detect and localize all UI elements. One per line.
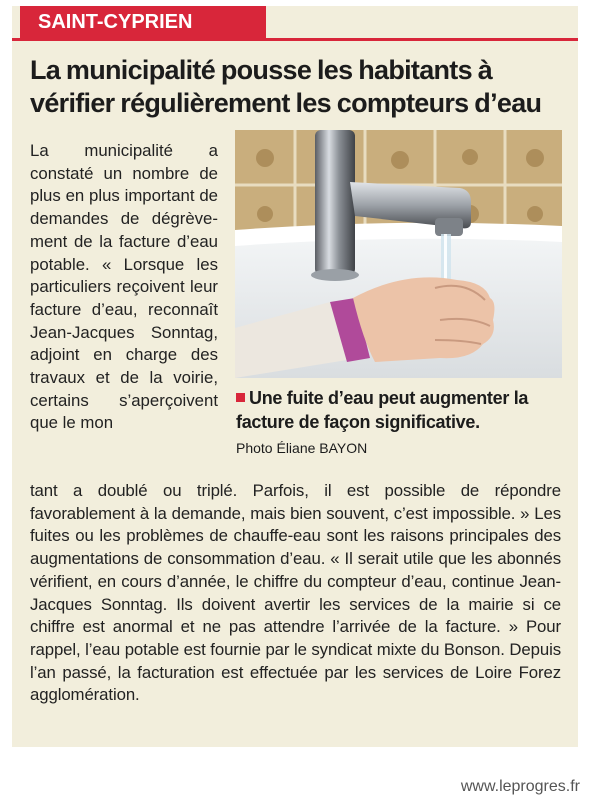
source-url: www.leprogres.fr — [460, 778, 580, 795]
photo-caption-text: Une fuite d’eau peut augmenter la facture de façon significative. — [236, 388, 529, 432]
photo-caption — [236, 386, 566, 434]
headline: La municipalité pousse les habitants à vérifier régulièrement les compteurs d’eau — [30, 55, 542, 118]
faucet-hand-illustration — [235, 130, 562, 378]
body-text-column: La municipalité a constaté un nombre de plus en plus important de demandes de dégrèvement de la facture d’eau potable. « Lorsque les particuliers reçoivent leur facture d’eau, reconnaît Jean-Jacques Sonntag, adjoint en charge des travaux et de la voirie, certains s’aperçoivent que le mon — [30, 141, 218, 433]
body-text-continued: tant a doublé ou triplé. Parfois, il est possible de répondre favorablement à la demande, mais bien souvent, c’est impossible. » Les fuites ou les problèmes de chauffe-eau sont les raisons principales des augmentations de consommation d’eau. « Il serait utile que les abonnés vérifient, en cours d’année, le chiffre du compteur d’eau, continue Jean-Jacques Sonntag. Ils doivent avertir les services de la mairie si ce chiffre est anormal et ne pas attendre l’arrivée de la facture. » Pour rappel, l’eau potable est fournie par le syndicat mixte du Bonson. Depuis l’an passé, la facturation est effectuée par les services de Loire Forez agglomération. — [30, 481, 561, 705]
square-bullet-icon — [236, 393, 245, 402]
article-photo — [235, 130, 562, 378]
photo-credit: Photo Éliane BAYON — [236, 440, 368, 456]
section-divider — [12, 38, 578, 41]
section-tag: SAINT-CYPRIEN — [20, 6, 266, 38]
